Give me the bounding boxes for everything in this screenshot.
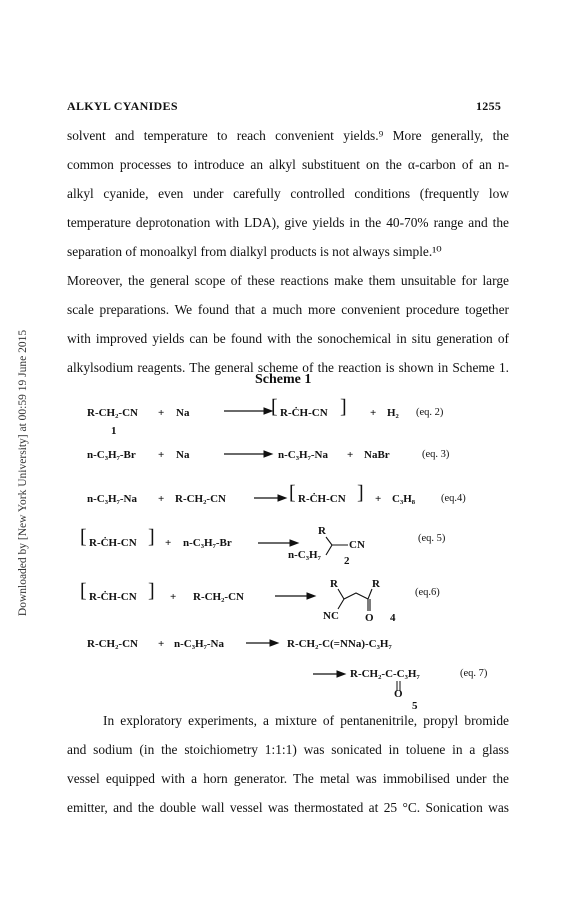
- reaction-arrow: [224, 406, 274, 416]
- reactant: R-CH₂-CN: [193, 591, 244, 603]
- equation-label: (eq.4): [441, 493, 466, 504]
- plus-sign: +: [347, 449, 354, 461]
- text-line: with improved yields can be found with the sonochemical in situ generation of: [67, 331, 509, 346]
- product: n-C₃H₇-Na: [278, 449, 328, 461]
- bond-lines: [322, 535, 352, 557]
- text-line: emitter, and the double wall vessel was thermostated at 25 °C. Sonication was: [67, 800, 509, 815]
- bracket-close: ]: [357, 482, 364, 504]
- reaction-arrow: [275, 591, 317, 601]
- radical-anion: R-ĊH-CN: [280, 407, 328, 419]
- text-line: common processes to introduce an alkyl substituent on the α-carbon of an n-: [67, 157, 509, 172]
- compound-number: 5: [412, 700, 418, 712]
- text-line: alkyl cyanide, even under carefully controlled conditions (frequently low: [67, 186, 509, 201]
- bracket-close: ]: [148, 526, 155, 548]
- substituent-r: R: [318, 525, 326, 537]
- text-line: In exploratory experiments, a mixture of pentanenitrile, propyl bromide: [103, 713, 509, 728]
- reactant: R-CH₂-CN: [87, 638, 138, 650]
- scheme-title: Scheme 1: [255, 372, 312, 387]
- compound-number: 2: [344, 555, 350, 567]
- plus-sign: +: [170, 591, 177, 603]
- reaction-arrow: [224, 449, 274, 459]
- text-line: alkylsodium reagents. The general scheme of the reaction is shown in Scheme 1.: [67, 360, 509, 375]
- bracket-open: [: [80, 526, 87, 548]
- running-title: ALKYL CYANIDES: [67, 99, 178, 113]
- product: C₃H₈: [392, 493, 416, 505]
- reaction-arrow: [313, 669, 347, 679]
- plus-sign: +: [165, 537, 172, 549]
- propyl-group: n-C₃H₇: [288, 549, 321, 561]
- reactant: Na: [176, 407, 190, 419]
- equation-label: (eq. 7): [460, 668, 488, 679]
- nitrile-group: CN: [349, 539, 365, 551]
- substituent-r: R: [372, 578, 380, 590]
- reaction-arrow: [258, 538, 300, 548]
- download-watermark: Downloaded by [New York University] at 00:59 19 June 2015: [17, 329, 29, 617]
- reaction-arrow: [246, 638, 280, 648]
- equation-label: (eq.6): [415, 587, 440, 598]
- plus-sign: +: [370, 407, 377, 419]
- radical-anion: R-ĊH-CN: [89, 591, 137, 603]
- reactant: Na: [176, 449, 190, 461]
- reactant: n-C₃H₇-Na: [87, 493, 137, 505]
- reactant: R-CH₂-CN: [175, 493, 226, 505]
- plus-sign: +: [158, 407, 165, 419]
- product: NaBr: [364, 449, 390, 461]
- bracket-open: [: [271, 396, 278, 418]
- ketone-product: R-CH₂-C-C₃H₇: [350, 668, 420, 680]
- plus-sign: +: [158, 638, 165, 650]
- bracket-open: [: [80, 580, 87, 602]
- text-line: scale preparations. We found that a much more convenient procedure together: [67, 302, 509, 317]
- reaction-arrow: [254, 493, 288, 503]
- bracket-close: ]: [148, 580, 155, 602]
- paragraph-intro: [67, 121, 509, 382]
- page-number: 1255: [476, 99, 502, 113]
- reactant: n-C₃H₇-Br: [183, 537, 232, 549]
- equation-label: (eq. 5): [418, 533, 446, 544]
- nitrile-group: NC: [323, 610, 339, 622]
- carbonyl-oxygen: O: [365, 612, 374, 624]
- paragraph-experiments: [67, 706, 509, 822]
- text-line: vessel equipped with a horn generator. The metal was immobilised under the: [67, 771, 509, 786]
- radical-anion: R-ĊH-CN: [89, 537, 137, 549]
- plus-sign: +: [158, 449, 165, 461]
- intermediate: R-CH₂-C(=NNa)-C₃H₇: [287, 638, 392, 650]
- radical-anion: R-ĊH-CN: [298, 493, 346, 505]
- bracket-open: [: [289, 482, 296, 504]
- text-line: and sodium (in the stoichiometry 1:1:1) was sonicated in toluene in a glass: [67, 742, 509, 757]
- reactant: n-C₃H₇-Br: [87, 449, 136, 461]
- equation-label: (eq. 3): [422, 449, 450, 460]
- substituent-r: R: [330, 578, 338, 590]
- reactant: R-CH₂-CN: [87, 407, 138, 419]
- product: H₂: [387, 407, 399, 419]
- plus-sign: +: [375, 493, 382, 505]
- reactant: n-C₃H₇-Na: [174, 638, 224, 650]
- bracket-close: ]: [340, 396, 347, 418]
- compound-number: 1: [111, 425, 117, 437]
- carbonyl-oxygen: O: [394, 688, 403, 700]
- equation-label: (eq. 2): [416, 407, 444, 418]
- text-line: solvent and temperature to reach convenient yields.⁹ More generally, the: [67, 128, 509, 143]
- text-line: Moreover, the general scope of these reactions make them unsuitable for large: [67, 273, 509, 288]
- text-line: separation of monoalkyl from dialkyl products is not always simple.¹⁰: [67, 244, 442, 259]
- plus-sign: +: [158, 493, 165, 505]
- text-line: temperature deprotonation with LDA), give yields in the 40-70% range and the: [67, 215, 509, 230]
- compound-number: 4: [390, 612, 396, 624]
